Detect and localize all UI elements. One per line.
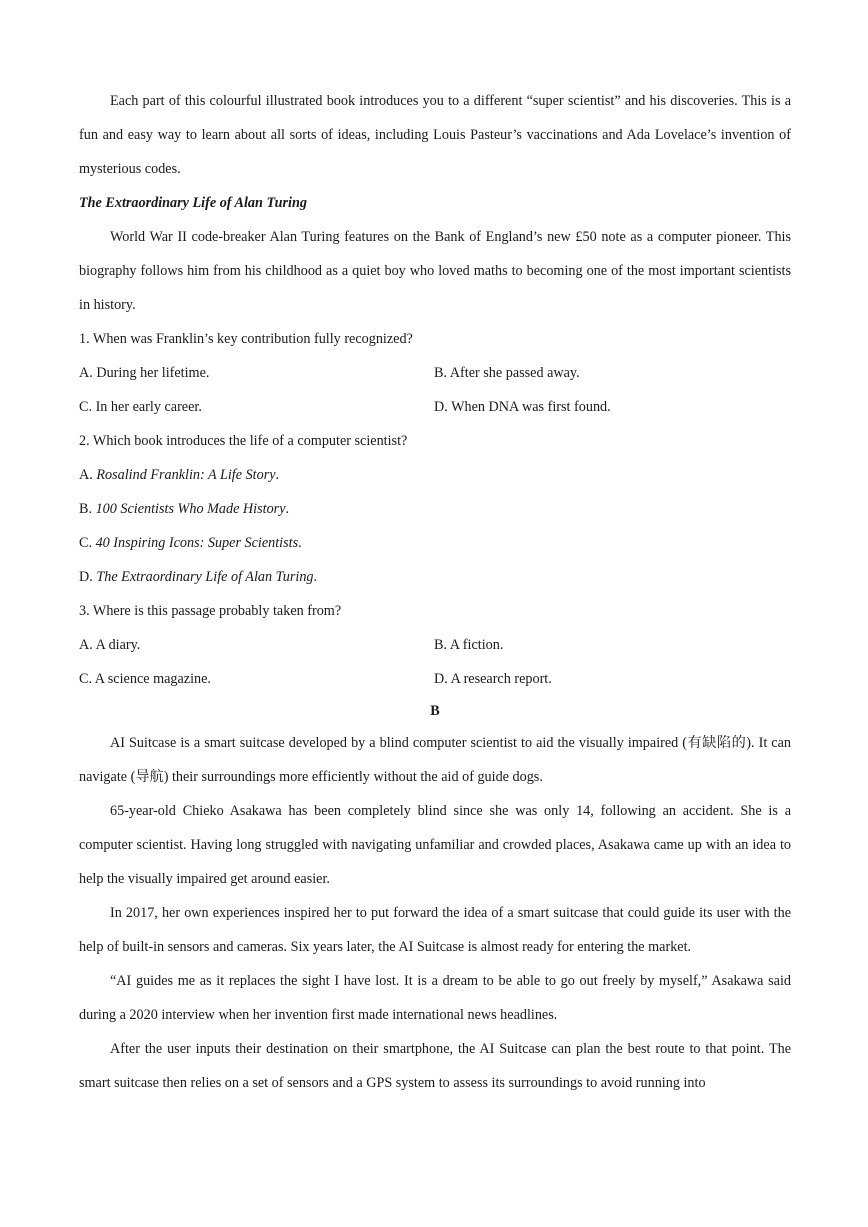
question-3-option-c: C. A science magazine. xyxy=(79,671,211,687)
question-1-option-a: A. During her lifetime. xyxy=(79,365,210,381)
passage-b-paragraph-4: “AI guides me as it replaces the sight I have lost. It is a dream to be able to go out freely by myself,” Asakawa said during a 2020 interview when her invention first made international news headlines. xyxy=(79,973,791,1023)
question-3-options-row-2 xyxy=(79,662,791,696)
paragraph-turing: World War II code-breaker Alan Turing features on the Bank of England’s new £50 note as a computer pioneer. This biography follows him from his childhood as a quiet boy who loved maths to becoming one of the most important scientists in history. xyxy=(79,229,791,313)
question-3-options-row-1 xyxy=(79,628,791,662)
question-3-option-a: A. A diary. xyxy=(79,637,141,653)
passage-b-paragraph-1: AI Suitcase is a smart suitcase developed by a blind computer scientist to aid the visually impaired (有缺陷的). It can navigate (导航) their surroundings more efficiently without the aid of guide dogs. xyxy=(79,735,791,785)
question-3-option-d: D. A research report. xyxy=(434,671,552,687)
book-title-turing: The Extraordinary Life of Alan Turing xyxy=(79,195,307,211)
question-2-option-a: A. Rosalind Franklin: A Life Story. xyxy=(79,467,280,483)
paragraph-super-scientists: Each part of this colourful illustrated book introduces you to a different “super scientist” and his discoveries. This is a fun and easy way to learn about all sorts of ideas, including Louis Pasteur’s vaccinations and Ada Lovelace’s invention of mysterious codes. xyxy=(79,93,791,177)
question-1-options-row-1 xyxy=(79,356,791,390)
passage-b-paragraph-2: 65-year-old Chieko Asakawa has been completely blind since she was only 14, following an accident. She is a computer scientist. Having long struggled with navigating unfamiliar and crowded places, Asakawa came up with an idea to help the visually impaired get around easier. xyxy=(79,803,791,887)
question-2-option-d: D. The Extraordinary Life of Alan Turing. xyxy=(79,569,318,585)
question-2-option-b: B. 100 Scientists Who Made History. xyxy=(79,501,290,517)
document-page xyxy=(79,84,791,1100)
question-1-stem: 1. When was Franklin’s key contribution fully recognized? xyxy=(79,331,413,347)
question-1-options-row-2 xyxy=(79,390,791,424)
passage-b-paragraph-5: After the user inputs their destination on their smartphone, the AI Suitcase can plan the best route to that point. The smart suitcase then relies on a set of sensors and a GPS system to assess its surroundings to avoid running into xyxy=(79,1041,791,1091)
question-1-option-c: C. In her early career. xyxy=(79,399,202,415)
passage-b-paragraph-3: In 2017, her own experiences inspired her to put forward the idea of a smart suitcase that could guide its user with the help of built-in sensors and cameras. Six years later, the AI Suitcase is almost ready for entering the market. xyxy=(79,905,791,955)
section-b-label: B xyxy=(430,703,440,719)
question-2-option-c: C. 40 Inspiring Icons: Super Scientists. xyxy=(79,535,302,551)
question-1-option-b: B. After she passed away. xyxy=(434,365,580,381)
question-2-stem: 2. Which book introduces the life of a computer scientist? xyxy=(79,433,408,449)
question-1-option-d: D. When DNA was first found. xyxy=(434,399,611,415)
question-3-stem: 3. Where is this passage probably taken from? xyxy=(79,603,342,619)
question-3-option-b: B. A fiction. xyxy=(434,637,504,653)
